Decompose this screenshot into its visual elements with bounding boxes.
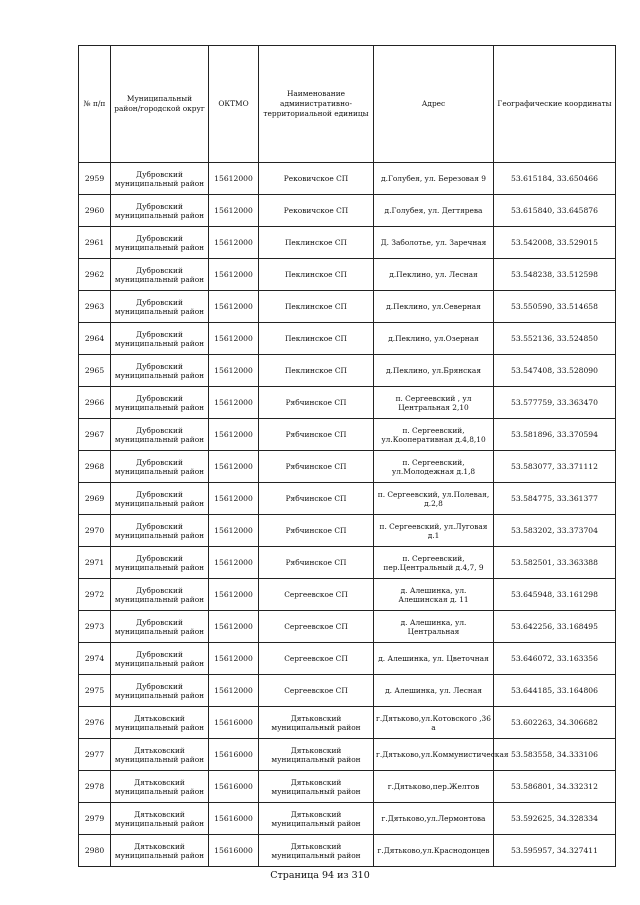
district-cell: Дятьковский муниципальный район	[111, 707, 209, 739]
unit-cell: Рябчинское СП	[259, 483, 374, 515]
oktmo-cell: 15616000	[209, 707, 259, 739]
unit-cell: Пеклинское СП	[259, 323, 374, 355]
coords-cell: 53.595957, 34.327411	[494, 835, 616, 867]
num-cell: 2967	[79, 419, 111, 451]
district-cell: Дубровский муниципальный район	[111, 259, 209, 291]
coords-cell: 53.642256, 33.168495	[494, 611, 616, 643]
num-cell: 2970	[79, 515, 111, 547]
coords-cell: 53.615184, 33.650466	[494, 163, 616, 195]
table-row	[79, 355, 616, 387]
oktmo-cell: 15612000	[209, 163, 259, 195]
num-cell: 2962	[79, 259, 111, 291]
district-cell: Дубровский муниципальный район	[111, 547, 209, 579]
district-cell: Дубровский муниципальный район	[111, 483, 209, 515]
oktmo-cell: 15612000	[209, 643, 259, 675]
address-cell: д.Голубея, ул. Березовая 9	[374, 163, 494, 195]
table-row	[79, 451, 616, 483]
district-cell: Дубровский муниципальный район	[111, 419, 209, 451]
table-body	[79, 163, 616, 867]
unit-cell: Пеклинское СП	[259, 259, 374, 291]
address-cell: п. Сергеевский , ул Центральная 2,10	[374, 387, 494, 419]
oktmo-cell: 15616000	[209, 771, 259, 803]
unit-cell: Рябчинское СП	[259, 515, 374, 547]
district-cell: Дубровский муниципальный район	[111, 675, 209, 707]
district-cell: Дятьковский муниципальный район	[111, 835, 209, 867]
district-cell: Дубровский муниципальный район	[111, 643, 209, 675]
address-cell: д. Алешинка, ул. Алешинская д. 11	[374, 579, 494, 611]
oktmo-cell: 15612000	[209, 291, 259, 323]
unit-cell: Дятьковский муниципальный район	[259, 739, 374, 771]
district-cell: Дубровский муниципальный район	[111, 611, 209, 643]
table-row	[79, 227, 616, 259]
address-cell: п. Сергеевский, ул.Луговая д.1	[374, 515, 494, 547]
unit-cell: Дятьковский муниципальный район	[259, 835, 374, 867]
table-row	[79, 675, 616, 707]
num-cell: 2979	[79, 803, 111, 835]
table-row	[79, 259, 616, 291]
coords-cell: 53.584775, 33.361377	[494, 483, 616, 515]
num-cell: 2980	[79, 835, 111, 867]
table-row	[79, 419, 616, 451]
coords-cell: 53.646072, 33.163356	[494, 643, 616, 675]
num-cell: 2965	[79, 355, 111, 387]
coords-cell: 53.583558, 34.333106	[494, 739, 616, 771]
header-oktmo: ОКТМО	[209, 46, 259, 163]
header-row	[79, 46, 616, 163]
district-cell: Дубровский муниципальный район	[111, 291, 209, 323]
num-cell: 2974	[79, 643, 111, 675]
address-cell: п. Сергеевский, пер.Центральный д.4,7, 9	[374, 547, 494, 579]
coords-cell: 53.550590, 33.514658	[494, 291, 616, 323]
coords-cell: 53.582501, 33.363388	[494, 547, 616, 579]
oktmo-cell: 15612000	[209, 611, 259, 643]
address-cell: д.Голубея, ул. Дегтярева	[374, 195, 494, 227]
district-cell: Дубровский муниципальный район	[111, 451, 209, 483]
oktmo-cell: 15612000	[209, 451, 259, 483]
address-cell: д. Алешинка, ул. Центральная	[374, 611, 494, 643]
address-cell: д.Пеклино, ул.Северная	[374, 291, 494, 323]
address-cell: г.Дятьково,ул.Краснодонцев	[374, 835, 494, 867]
district-cell: Дятьковский муниципальный район	[111, 803, 209, 835]
table-row	[79, 547, 616, 579]
coords-cell: 53.645948, 33.161298	[494, 579, 616, 611]
district-cell: Дятьковский муниципальный район	[111, 771, 209, 803]
table-row	[79, 739, 616, 771]
num-cell: 2959	[79, 163, 111, 195]
address-cell: д. Алешинка, ул. Лесная	[374, 675, 494, 707]
unit-cell: Сергеевское СП	[259, 579, 374, 611]
address-cell: г.Дятьково,ул.Коммунистическая	[374, 739, 494, 771]
num-cell: 2972	[79, 579, 111, 611]
address-cell: д.Пеклино, ул.Брянская	[374, 355, 494, 387]
district-cell: Дятьковский муниципальный район	[111, 739, 209, 771]
unit-cell: Сергеевское СП	[259, 643, 374, 675]
unit-cell: Сергеевское СП	[259, 611, 374, 643]
table-row	[79, 707, 616, 739]
num-cell: 2976	[79, 707, 111, 739]
coords-cell: 53.583077, 33.371112	[494, 451, 616, 483]
num-cell: 2963	[79, 291, 111, 323]
unit-cell: Рябчинское СП	[259, 547, 374, 579]
address-cell: д. Алешинка, ул. Цветочная	[374, 643, 494, 675]
district-cell: Дубровский муниципальный район	[111, 515, 209, 547]
num-cell: 2968	[79, 451, 111, 483]
district-cell: Дубровский муниципальный район	[111, 323, 209, 355]
unit-cell: Пеклинское СП	[259, 291, 374, 323]
unit-cell: Рябчинское СП	[259, 387, 374, 419]
address-cell: Д. Заболотье, ул. Заречная	[374, 227, 494, 259]
table-row	[79, 803, 616, 835]
unit-cell: Сергеевское СП	[259, 675, 374, 707]
coords-cell: 53.586801, 34.332312	[494, 771, 616, 803]
header-address: Адрес	[374, 46, 494, 163]
address-cell: д.Пеклино, ул.Озерная	[374, 323, 494, 355]
unit-cell: Рековичское СП	[259, 195, 374, 227]
oktmo-cell: 15612000	[209, 419, 259, 451]
unit-cell: Пеклинское СП	[259, 227, 374, 259]
oktmo-cell: 15612000	[209, 675, 259, 707]
coords-cell: 53.548238, 33.512598	[494, 259, 616, 291]
oktmo-cell: 15616000	[209, 835, 259, 867]
num-cell: 2978	[79, 771, 111, 803]
unit-cell: Дятьковский муниципальный район	[259, 707, 374, 739]
oktmo-cell: 15616000	[209, 803, 259, 835]
table-row	[79, 611, 616, 643]
coords-cell: 53.542008, 33.529015	[494, 227, 616, 259]
table-row	[79, 195, 616, 227]
unit-cell: Рековичское СП	[259, 163, 374, 195]
header-unit: Наименование административно-территориальной единицы	[259, 46, 374, 163]
oktmo-cell: 15612000	[209, 195, 259, 227]
registry-table	[78, 45, 616, 867]
unit-cell: Рябчинское СП	[259, 419, 374, 451]
district-cell: Дубровский муниципальный район	[111, 195, 209, 227]
header-district: Муниципальный район/городской округ	[111, 46, 209, 163]
district-cell: Дубровский муниципальный район	[111, 163, 209, 195]
table-row	[79, 483, 616, 515]
table-row	[79, 291, 616, 323]
coords-cell: 53.552136, 33.524850	[494, 323, 616, 355]
address-cell: п. Сергеевский, ул.Полевая, д.2,8	[374, 483, 494, 515]
coords-cell: 53.602263, 34.306682	[494, 707, 616, 739]
coords-cell: 53.615840, 33.645876	[494, 195, 616, 227]
num-cell: 2969	[79, 483, 111, 515]
address-cell: г.Дятьково,пер.Желтов	[374, 771, 494, 803]
address-cell: г.Дятьково,ул.Котовского ,36 а	[374, 707, 494, 739]
oktmo-cell: 15616000	[209, 739, 259, 771]
header-coords: Географические координаты	[494, 46, 616, 163]
table-row	[79, 835, 616, 867]
page-footer: Страница 94 из 310	[270, 870, 370, 881]
oktmo-cell: 15612000	[209, 259, 259, 291]
district-cell: Дубровский муниципальный район	[111, 387, 209, 419]
oktmo-cell: 15612000	[209, 355, 259, 387]
address-cell: п. Сергеевский, ул.Кооперативная д.4,8,10	[374, 419, 494, 451]
num-cell: 2966	[79, 387, 111, 419]
coords-cell: 53.583202, 33.373704	[494, 515, 616, 547]
num-cell: 2973	[79, 611, 111, 643]
oktmo-cell: 15612000	[209, 579, 259, 611]
unit-cell: Пеклинское СП	[259, 355, 374, 387]
oktmo-cell: 15612000	[209, 483, 259, 515]
table-row	[79, 387, 616, 419]
coords-cell: 53.547408, 33.528090	[494, 355, 616, 387]
district-cell: Дубровский муниципальный район	[111, 355, 209, 387]
table-row	[79, 163, 616, 195]
unit-cell: Дятьковский муниципальный район	[259, 803, 374, 835]
num-cell: 2971	[79, 547, 111, 579]
coords-cell: 53.644185, 33.164806	[494, 675, 616, 707]
num-cell: 2977	[79, 739, 111, 771]
num-cell: 2975	[79, 675, 111, 707]
table-row	[79, 323, 616, 355]
oktmo-cell: 15612000	[209, 387, 259, 419]
coords-cell: 53.592625, 34.328334	[494, 803, 616, 835]
coords-cell: 53.581896, 33.370594	[494, 419, 616, 451]
header-num: № п/п	[79, 46, 111, 163]
unit-cell: Дятьковский муниципальный район	[259, 771, 374, 803]
table-header	[79, 46, 616, 163]
coords-cell: 53.577759, 33.363470	[494, 387, 616, 419]
unit-cell: Рябчинское СП	[259, 451, 374, 483]
district-cell: Дубровский муниципальный район	[111, 579, 209, 611]
num-cell: 2961	[79, 227, 111, 259]
num-cell: 2960	[79, 195, 111, 227]
num-cell: 2964	[79, 323, 111, 355]
address-cell: г.Дятьково,ул.Лермонтова	[374, 803, 494, 835]
table-row	[79, 771, 616, 803]
oktmo-cell: 15612000	[209, 227, 259, 259]
table-row	[79, 515, 616, 547]
oktmo-cell: 15612000	[209, 547, 259, 579]
oktmo-cell: 15612000	[209, 323, 259, 355]
table-row	[79, 643, 616, 675]
oktmo-cell: 15612000	[209, 515, 259, 547]
table-row	[79, 579, 616, 611]
district-cell: Дубровский муниципальный район	[111, 227, 209, 259]
address-cell: п. Сергеевский, ул.Молодежная д.1,8	[374, 451, 494, 483]
address-cell: д.Пеклино, ул. Лесная	[374, 259, 494, 291]
